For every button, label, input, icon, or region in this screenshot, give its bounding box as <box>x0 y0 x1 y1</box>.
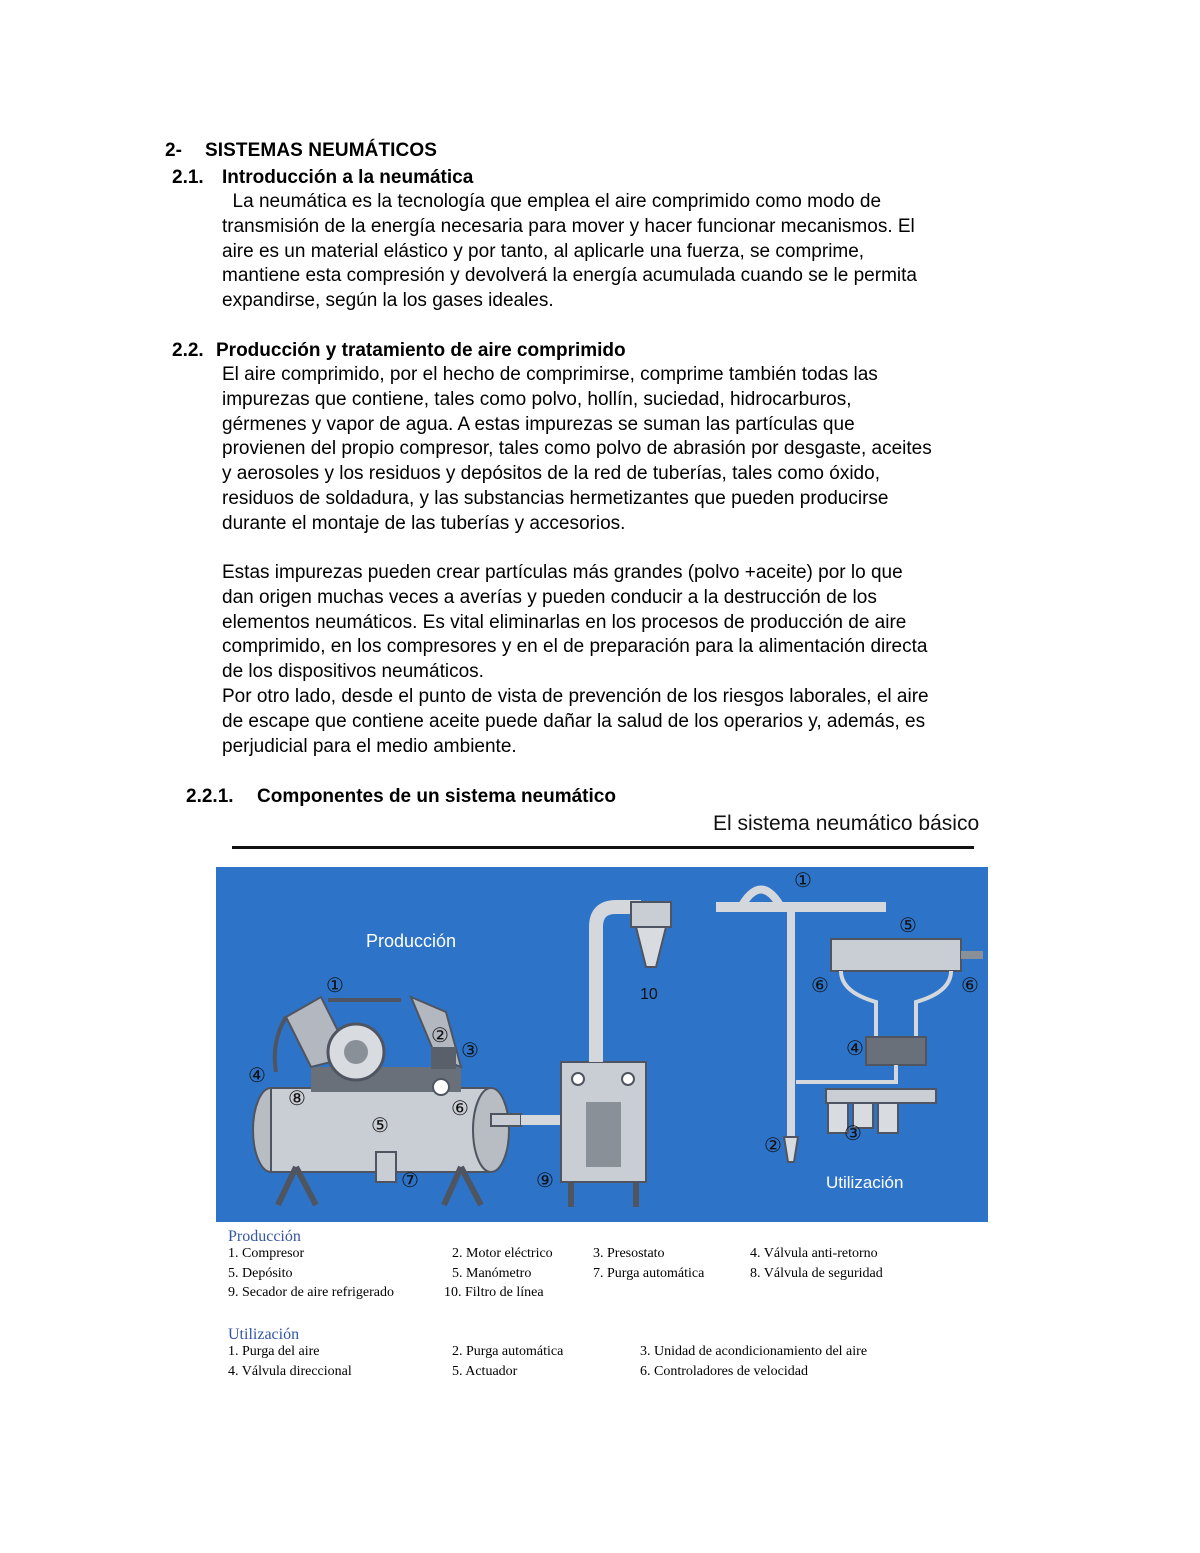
zone-label-production: Producción <box>366 931 457 951</box>
marker-compressor-2: ② <box>431 1025 449 1047</box>
flywheel-hub <box>344 1040 368 1064</box>
text-line: expandirse, según la los gases ideales. <box>222 290 554 312</box>
legend-item: 9. Secador de aire refrigerado <box>228 1285 394 1300</box>
outlet-valve <box>491 1114 521 1126</box>
production-paragraph-2 <box>222 561 1042 759</box>
text-line: comprimido, en los compresores y en el de preparación para la alimentación directa <box>222 636 928 658</box>
motor-body <box>431 1047 456 1069</box>
legend-item: 10. Filtro de línea <box>444 1285 544 1300</box>
frl-lubricator <box>878 1103 898 1133</box>
components-title: Componentes de un sistema neumático <box>257 786 616 807</box>
legend-row <box>228 1285 928 1305</box>
marker-usage-2: ② <box>764 1135 782 1157</box>
legend-production-heading: Producción <box>228 1228 301 1245</box>
legend-item: 4. Válvula anti-retorno <box>750 1246 878 1261</box>
legend-usage <box>228 1326 928 1383</box>
legend-item: 2. Purga automática <box>452 1344 564 1359</box>
marker-usage-3: ③ <box>844 1123 862 1145</box>
legend-usage-heading: Utilización <box>228 1326 300 1343</box>
diagram-title-rule <box>232 846 974 849</box>
production-title: Producción y tratamiento de aire comprimido <box>216 340 626 361</box>
tank-end-right <box>473 1088 509 1172</box>
components-number: 2.2.1. <box>186 786 234 807</box>
section-heading <box>165 140 437 162</box>
text-line: gérmenes y vapor de agua. A estas impurezas se suman las partículas que <box>222 413 855 435</box>
section-number: 2- <box>165 140 183 161</box>
marker-compressor-1: ① <box>326 975 344 997</box>
marker-usage-6b: ⑥ <box>961 975 979 997</box>
marker-usage-4: ④ <box>846 1038 864 1060</box>
marker-usage-6a: ⑥ <box>811 975 829 997</box>
diagram-title: El sistema neumático básico <box>713 812 980 835</box>
legend-item: 5. Manómetro <box>452 1265 532 1281</box>
components-heading <box>186 786 616 808</box>
text-line: elementos neumáticos. Es vital eliminarlas en los procesos de producción de aire <box>222 611 907 633</box>
production-heading <box>172 340 626 362</box>
pressure-gauge <box>433 1079 449 1095</box>
legend-item: 5. Actuador <box>452 1363 518 1379</box>
production-number: 2.2. <box>172 340 204 361</box>
pneumatic-system-diagram <box>216 867 988 1222</box>
text-line: mantiene esta compresión y devolverá la energía acumulada cuando se le permita <box>222 265 917 287</box>
text-line: y aerosoles y los residuos y depósitos de la red de tuberías, tales como óxido, <box>222 463 880 485</box>
text-line: dan origen muchas veces a averías y pueden conducir a la destrucción de los <box>222 586 877 608</box>
legend-row <box>228 1364 928 1384</box>
auto-drain <box>376 1152 396 1182</box>
directional-valve <box>866 1037 926 1065</box>
frl-manifold <box>826 1089 936 1103</box>
intro-number: 2.1. <box>172 167 204 188</box>
marker-usage-1: ① <box>794 870 812 892</box>
legend-row <box>228 1246 928 1266</box>
marker-compressor-10: 10 <box>640 986 658 1003</box>
text-line: de los dispositivos neumáticos. <box>222 661 484 683</box>
legend-item: 7. Purga automática <box>593 1265 705 1281</box>
intro-paragraph <box>222 190 1042 314</box>
intro-title: Introducción a la neumática <box>222 167 474 188</box>
dryer-gauge-right <box>622 1073 634 1085</box>
legend-item: 6. Controladores de velocidad <box>640 1363 808 1379</box>
legend-production <box>228 1228 928 1305</box>
text-line: aire es un material elástico y por tanto, al aplicarle una fuerza, se comprime, <box>222 240 865 262</box>
marker-compressor-5: ⑤ <box>371 1115 389 1137</box>
legend-row <box>228 1344 928 1364</box>
text-line: impurezas que contiene, tales como polvo, hollín, suciedad, hidrocarburos, <box>222 388 852 410</box>
production-paragraph-1 <box>222 363 1042 537</box>
section-title: SISTEMAS NEUMÁTICOS <box>205 140 438 161</box>
legend-item: 1. Purga del aire <box>228 1344 320 1359</box>
legend-item: 4. Válvula direccional <box>228 1363 352 1379</box>
marker-compressor-8: ⑧ <box>288 1088 306 1110</box>
legend-item: 1. Compresor <box>228 1246 305 1261</box>
dryer-panel <box>586 1102 621 1167</box>
legend-row <box>228 1266 928 1286</box>
legend-item: 3. Presostato <box>593 1246 665 1261</box>
actuator-cylinder <box>831 939 961 971</box>
zone-label-usage: Utilización <box>826 1173 904 1192</box>
text-line: provienen del propio compresor, tales como polvo de abrasión por desgaste, aceites <box>222 438 932 460</box>
filter-head <box>631 902 671 927</box>
text-line: Estas impurezas pueden crear partículas más grandes (polvo +aceite) por lo que <box>222 562 903 583</box>
text-line: transmisión de la energía necesaria para mover y hacer funcionar mecanismos. El <box>222 215 915 237</box>
text-line: residuos de soldadura, y las substancias hermetizantes que pueden producirse <box>222 487 889 509</box>
actuator-rod <box>961 951 983 959</box>
legend-item: 8. Válvula de seguridad <box>750 1265 883 1281</box>
text-line: de escape que contiene aceite puede dañar la salud de los operarios y, además, es <box>222 710 926 732</box>
legend-item: 3. Unidad de acondicionamiento del aire <box>640 1344 868 1359</box>
text-line: El aire comprimido, por el hecho de comprimirse, comprime también todas las <box>222 364 878 385</box>
text-line: Por otro lado, desde el punto de vista de prevención de los riesgos laborales, el aire <box>222 685 929 707</box>
marker-compressor-9: ⑨ <box>536 1170 554 1192</box>
text-line: perjudicial para el medio ambiente. <box>222 735 517 757</box>
marker-compressor-6: ⑥ <box>451 1098 469 1120</box>
marker-compressor-4: ④ <box>248 1065 266 1087</box>
marker-compressor-7: ⑦ <box>401 1170 419 1192</box>
text-line: durante el montaje de las tuberías y accesorios. <box>222 512 626 534</box>
marker-usage-5: ⑤ <box>899 915 917 937</box>
dryer-gauge-left <box>572 1073 584 1085</box>
legend-item: 2. Motor eléctrico <box>452 1246 553 1261</box>
intro-heading <box>172 167 473 189</box>
legend-item: 5. Depósito <box>228 1265 293 1281</box>
marker-compressor-3: ③ <box>461 1040 479 1062</box>
text-line: La neumática es la tecnología que emplea el aire comprimido como modo de <box>222 191 882 212</box>
